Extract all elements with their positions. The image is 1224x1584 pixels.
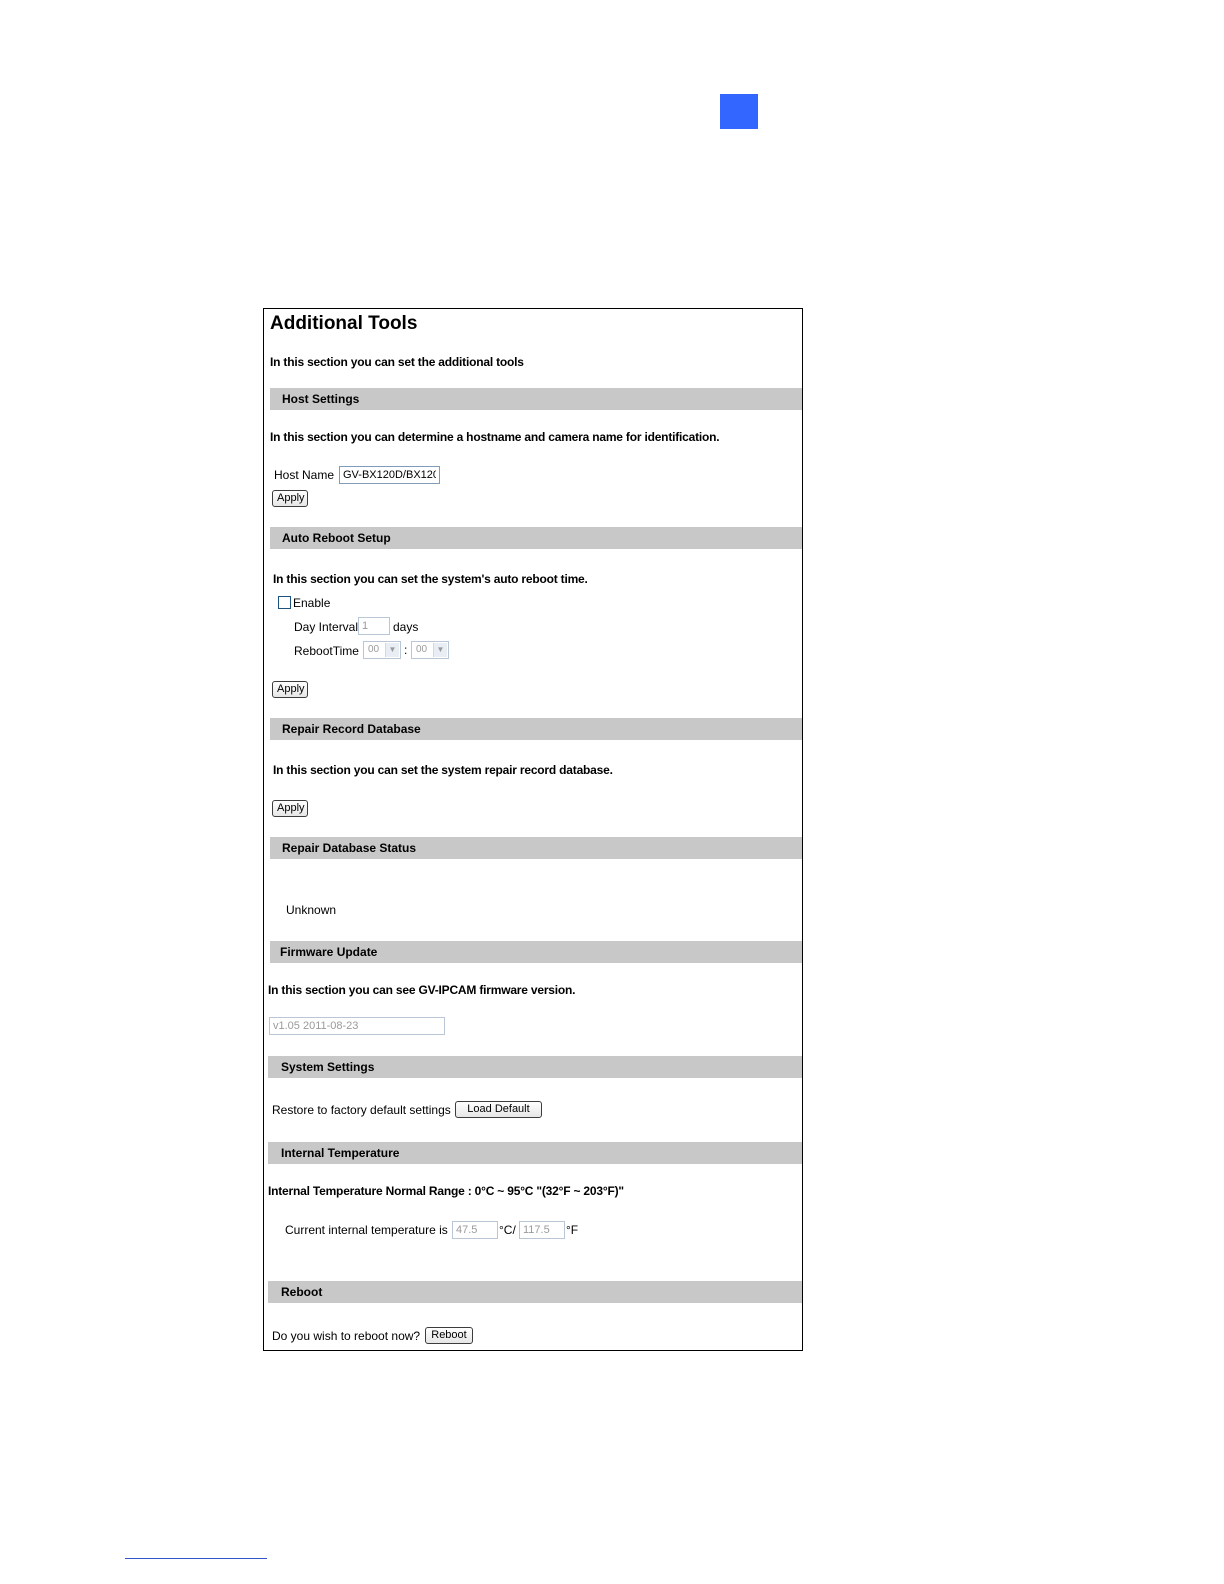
reboot-minute-select[interactable] <box>411 641 449 659</box>
firmware-description: In this section you can see GV-IPCAM firmware version. <box>268 983 576 997</box>
footer-link-underline <box>125 1558 267 1559</box>
fahrenheit-field <box>519 1221 565 1239</box>
section-internal-temperature: Internal Temperature <box>268 1142 802 1164</box>
additional-tools-panel <box>263 308 803 1351</box>
enable-checkbox[interactable] <box>278 596 291 609</box>
temperature-normal-range: Internal Temperature Normal Range : 0°C ~ 95°C "(32°F ~ 203°F)" <box>268 1184 624 1198</box>
chevron-down-icon: ▼ <box>385 643 399 657</box>
reboot-hour-select[interactable] <box>363 641 401 659</box>
days-label: days <box>393 620 419 634</box>
repair-db-description: In this section you can set the system repair record database. <box>273 763 613 777</box>
host-settings-description: In this section you can determine a hostname and camera name for identification. <box>270 430 720 444</box>
fahrenheit-unit: °F <box>566 1223 579 1237</box>
day-interval-label: Day Interval <box>294 620 359 634</box>
load-default-button[interactable]: Load Default <box>455 1101 542 1118</box>
repair-status-value: Unknown <box>286 903 337 917</box>
current-temperature-label: Current internal temperature is <box>285 1223 448 1237</box>
enable-label: Enable <box>293 596 331 610</box>
section-auto-reboot: Auto Reboot Setup <box>270 527 802 549</box>
reboot-button[interactable]: Reboot <box>425 1327 473 1344</box>
section-repair-database-status: Repair Database Status <box>270 837 802 859</box>
celsius-unit: °C/ <box>499 1223 516 1237</box>
page-title: Additional Tools <box>270 313 418 334</box>
day-interval-input[interactable] <box>358 617 390 635</box>
section-reboot: Reboot <box>268 1281 802 1303</box>
celsius-field <box>452 1221 498 1239</box>
auto-reboot-apply-button[interactable]: Apply <box>272 681 308 698</box>
host-name-label: Host Name <box>274 468 335 482</box>
reboot-minute-value: 00 <box>416 644 428 655</box>
reboot-hour-value: 00 <box>368 644 380 655</box>
host-apply-button[interactable]: Apply <box>272 490 308 507</box>
firmware-version-field <box>269 1017 445 1035</box>
section-system-settings: System Settings <box>268 1056 802 1078</box>
section-host-settings: Host Settings <box>270 388 802 410</box>
time-separator: : <box>404 643 408 657</box>
intro-text: In this section you can set the additional tools <box>270 355 524 369</box>
reboot-question: Do you wish to reboot now? <box>272 1329 421 1343</box>
section-repair-record-database: Repair Record Database <box>270 718 802 740</box>
repair-db-apply-button[interactable]: Apply <box>272 800 308 817</box>
page-tab-marker <box>720 94 758 129</box>
section-firmware-update: Firmware Update <box>270 941 802 963</box>
chevron-down-icon: ▼ <box>433 643 447 657</box>
host-name-input[interactable] <box>339 466 440 484</box>
reboot-time-label: RebootTime <box>294 644 359 658</box>
restore-default-label: Restore to factory default settings <box>272 1103 451 1117</box>
auto-reboot-description: In this section you can set the system's auto reboot time. <box>273 572 588 586</box>
